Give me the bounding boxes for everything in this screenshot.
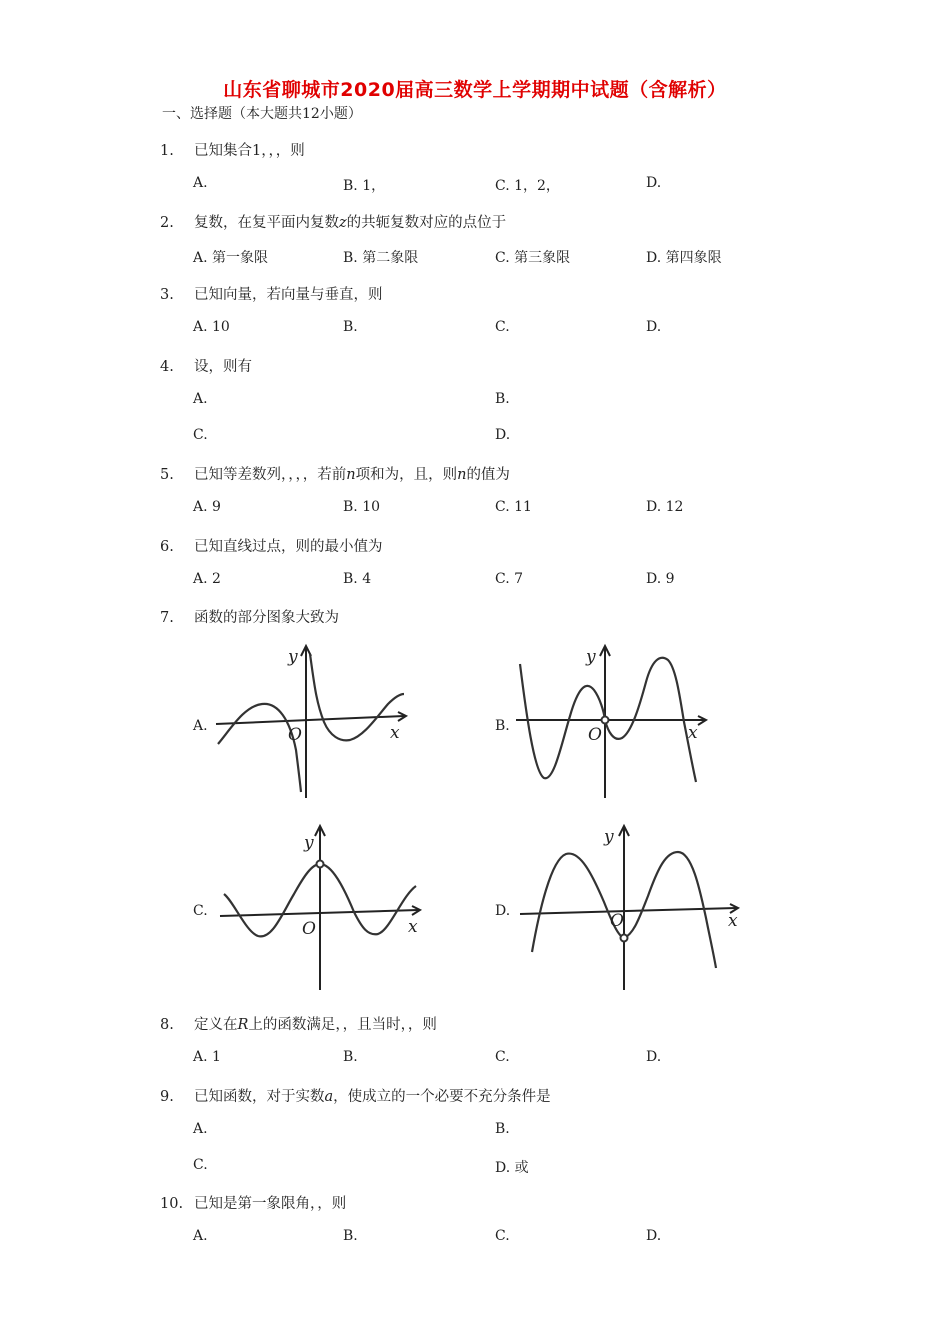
- q7-option-b[interactable]: B.: [495, 718, 510, 734]
- q9-option-b[interactable]: B.: [495, 1121, 510, 1137]
- question-10: 10. 已知是第一象限角，，则: [160, 1196, 347, 1212]
- q5-option-d[interactable]: D. 12: [646, 499, 684, 515]
- y-label: y: [586, 647, 596, 667]
- question-4: 4. 设，则有: [160, 359, 252, 375]
- y-label: y: [304, 833, 314, 853]
- graph-b[interactable]: [512, 642, 712, 800]
- origin-point: [602, 717, 609, 724]
- q1-option-d[interactable]: D.: [646, 175, 662, 191]
- q9-option-d[interactable]: D. 或: [495, 1160, 529, 1176]
- graph-a[interactable]: [212, 642, 412, 800]
- q3-option-c[interactable]: C.: [495, 319, 510, 335]
- q6-option-c[interactable]: C. 7: [495, 571, 524, 587]
- q2-option-d[interactable]: D. 第四象限: [646, 250, 722, 266]
- graph-d[interactable]: [516, 822, 748, 992]
- q8-option-a[interactable]: A. 1: [193, 1049, 221, 1065]
- q4-option-d[interactable]: D.: [495, 427, 511, 443]
- q7-option-d[interactable]: D.: [495, 903, 511, 919]
- q8-option-b[interactable]: B.: [343, 1049, 358, 1065]
- section-heading: 一、选择题（本大题共12小题）: [162, 106, 362, 122]
- q6-option-d[interactable]: D. 9: [646, 571, 675, 587]
- question-6: 6. 已知直线过点，则的最小值为: [160, 539, 383, 555]
- q1-option-a[interactable]: A.: [193, 175, 208, 191]
- question-5: 5. 已知等差数列，，，，若前n项和为，且，则n的值为: [160, 467, 510, 483]
- q2-option-c[interactable]: C. 第三象限: [495, 250, 571, 266]
- question-9: 9. 已知函数，对于实数a，使成立的一个必要不充分条件是: [160, 1089, 551, 1105]
- question-2: 2. 复数，在复平面内复数z的共轭复数对应的点位于: [160, 215, 507, 231]
- y-label: y: [604, 827, 614, 847]
- q1-option-b[interactable]: B. 1，: [343, 178, 386, 194]
- q6-option-b[interactable]: B. 4: [343, 571, 372, 587]
- x-label: x: [390, 723, 400, 743]
- x-label: x: [688, 723, 698, 743]
- question-1: 1. 已知集合1，，，则: [160, 143, 305, 159]
- y-label: y: [288, 647, 298, 667]
- peak-point: [317, 861, 324, 868]
- x-label: x: [408, 917, 418, 937]
- q8-option-d[interactable]: D.: [646, 1049, 662, 1065]
- q5-option-c[interactable]: C. 11: [495, 499, 532, 515]
- q7-option-c[interactable]: C.: [193, 903, 208, 919]
- q9-option-c[interactable]: C.: [193, 1157, 208, 1173]
- min-point: [621, 935, 628, 942]
- q6-option-a[interactable]: A. 2: [193, 571, 221, 587]
- q2-option-a[interactable]: A. 第一象限: [193, 250, 269, 266]
- q3-option-d[interactable]: D.: [646, 319, 662, 335]
- q2-option-b[interactable]: B. 第二象限: [343, 250, 419, 266]
- q4-option-c[interactable]: C.: [193, 427, 208, 443]
- origin-label: O: [302, 919, 316, 939]
- q5-option-b[interactable]: B. 10: [343, 499, 381, 515]
- q4-option-a[interactable]: A.: [193, 391, 208, 407]
- curve-left: [218, 704, 301, 792]
- q8-option-c[interactable]: C.: [495, 1049, 510, 1065]
- q1-option-c[interactable]: C. 1，2，: [495, 178, 560, 194]
- q3-option-b[interactable]: B.: [343, 319, 358, 335]
- q7-option-a[interactable]: A.: [193, 718, 208, 734]
- q4-option-b[interactable]: B.: [495, 391, 510, 407]
- q5-option-a[interactable]: A. 9: [193, 499, 221, 515]
- x-label: x: [728, 911, 738, 931]
- page-title: 山东省聊城市2020届高三数学上学期期中试题（含解析）: [223, 79, 727, 101]
- q10-option-a[interactable]: A.: [193, 1228, 208, 1244]
- q3-option-a[interactable]: A. 10: [193, 319, 230, 335]
- q10-option-d[interactable]: D.: [646, 1228, 662, 1244]
- graph-c[interactable]: [216, 822, 428, 992]
- origin-label: O: [610, 911, 624, 931]
- q9-option-a[interactable]: A.: [193, 1121, 208, 1137]
- q10-option-b[interactable]: B.: [343, 1228, 358, 1244]
- origin-label: O: [588, 725, 602, 745]
- q10-option-c[interactable]: C.: [495, 1228, 510, 1244]
- question-7: 7. 函数的部分图象大致为: [160, 610, 339, 626]
- origin-label: O: [288, 725, 302, 745]
- question-8: 8. 定义在R上的函数满足，，且当时，，则: [160, 1017, 437, 1033]
- question-3: 3. 已知向量，若向量与垂直，则: [160, 287, 383, 303]
